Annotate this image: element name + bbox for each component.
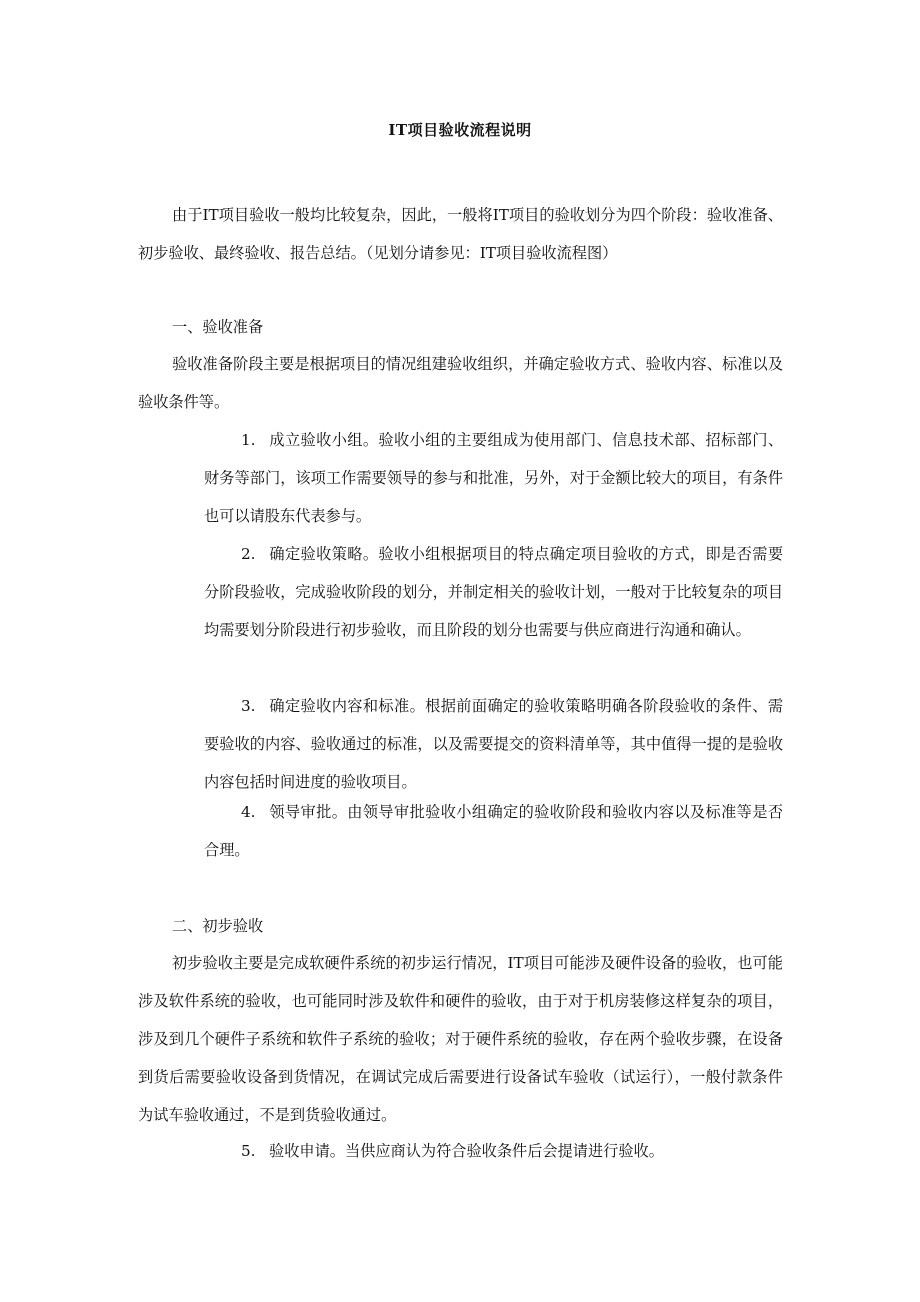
list-item <box>204 687 783 801</box>
list-item <box>204 793 783 869</box>
list-item-number: 5. <box>241 1142 256 1160</box>
list-item-number: 1. <box>241 431 256 449</box>
section-body-initial-acceptance: 初步验收主要是完成软硬件系统的初步运行情况，IT项目可能涉及硬件设备的验收，也可能涉及软件系统的验收，也可能同时涉及软件和硬件的验收，由于对于机房装修这样复杂的项目，涉及到几个硬件子系统和软件子系统的验收；对于硬件系统的验收，存在两个验收步骤，在设备到货后需要验收设备到货情况，在调试完成后需要进行设备试车验收（试运行），一般付款条件为试车验收通过，不是到货验收通过。 <box>138 954 783 1124</box>
list-item-number: 3. <box>241 697 256 715</box>
section-body-preparation: 验收准备阶段主要是根据项目的情况组建验收组织，并确定验收方式、验收内容、标准以及验收条件等。 <box>138 355 783 411</box>
section-heading-preparation: 一、验收准备 <box>172 318 264 336</box>
list-item-text: 验收申请。当供应商认为符合验收条件后会提请进行验收。 <box>269 1142 664 1160</box>
list-item <box>204 1132 783 1170</box>
list-item-text: 确定验收策略。验收小组根据项目的特点确定项目验收的方式，即是否需要分阶段验收，完成验收阶段的划分，并制定相关的验收计划，一般对于比较复杂的项目均需要划分阶段进行初步验收，而且阶段的划分也需要与供应商进行沟通和确认。 <box>204 545 783 639</box>
list-item-text: 确定验收内容和标准。根据前面确定的验收策略明确各阶段验收的条件、需要验收的内容、验收通过的标准，以及需要提交的资料清单等，其中值得一提的是验收内容包括时间进度的验收项目。 <box>204 697 783 791</box>
list-item-number: 4. <box>241 803 256 821</box>
section-heading-initial-acceptance: 二、初步验收 <box>172 917 264 935</box>
list-item-number: 2. <box>241 545 256 563</box>
list-item-text: 领导审批。由领导审批验收小组确定的验收阶段和验收内容以及标准等是否合理。 <box>204 803 783 859</box>
list-item <box>204 421 783 535</box>
intro-paragraph: 由于IT项目验收一般均比较复杂，因此，一般将IT项目的验收划分为四个阶段：验收准备、初步验收、最终验收、报告总结。（见划分请参见：IT项目验收流程图） <box>138 206 783 262</box>
document-title: IT项目验收流程说明 <box>388 121 532 139</box>
list-item <box>204 535 783 649</box>
list-item-text: 成立验收小组。验收小组的主要组成为使用部门、信息技术部、招标部门、财务等部门，该项工作需要领导的参与和批准，另外，对于金额比较大的项目，有条件也可以请股东代表参与。 <box>204 431 783 525</box>
